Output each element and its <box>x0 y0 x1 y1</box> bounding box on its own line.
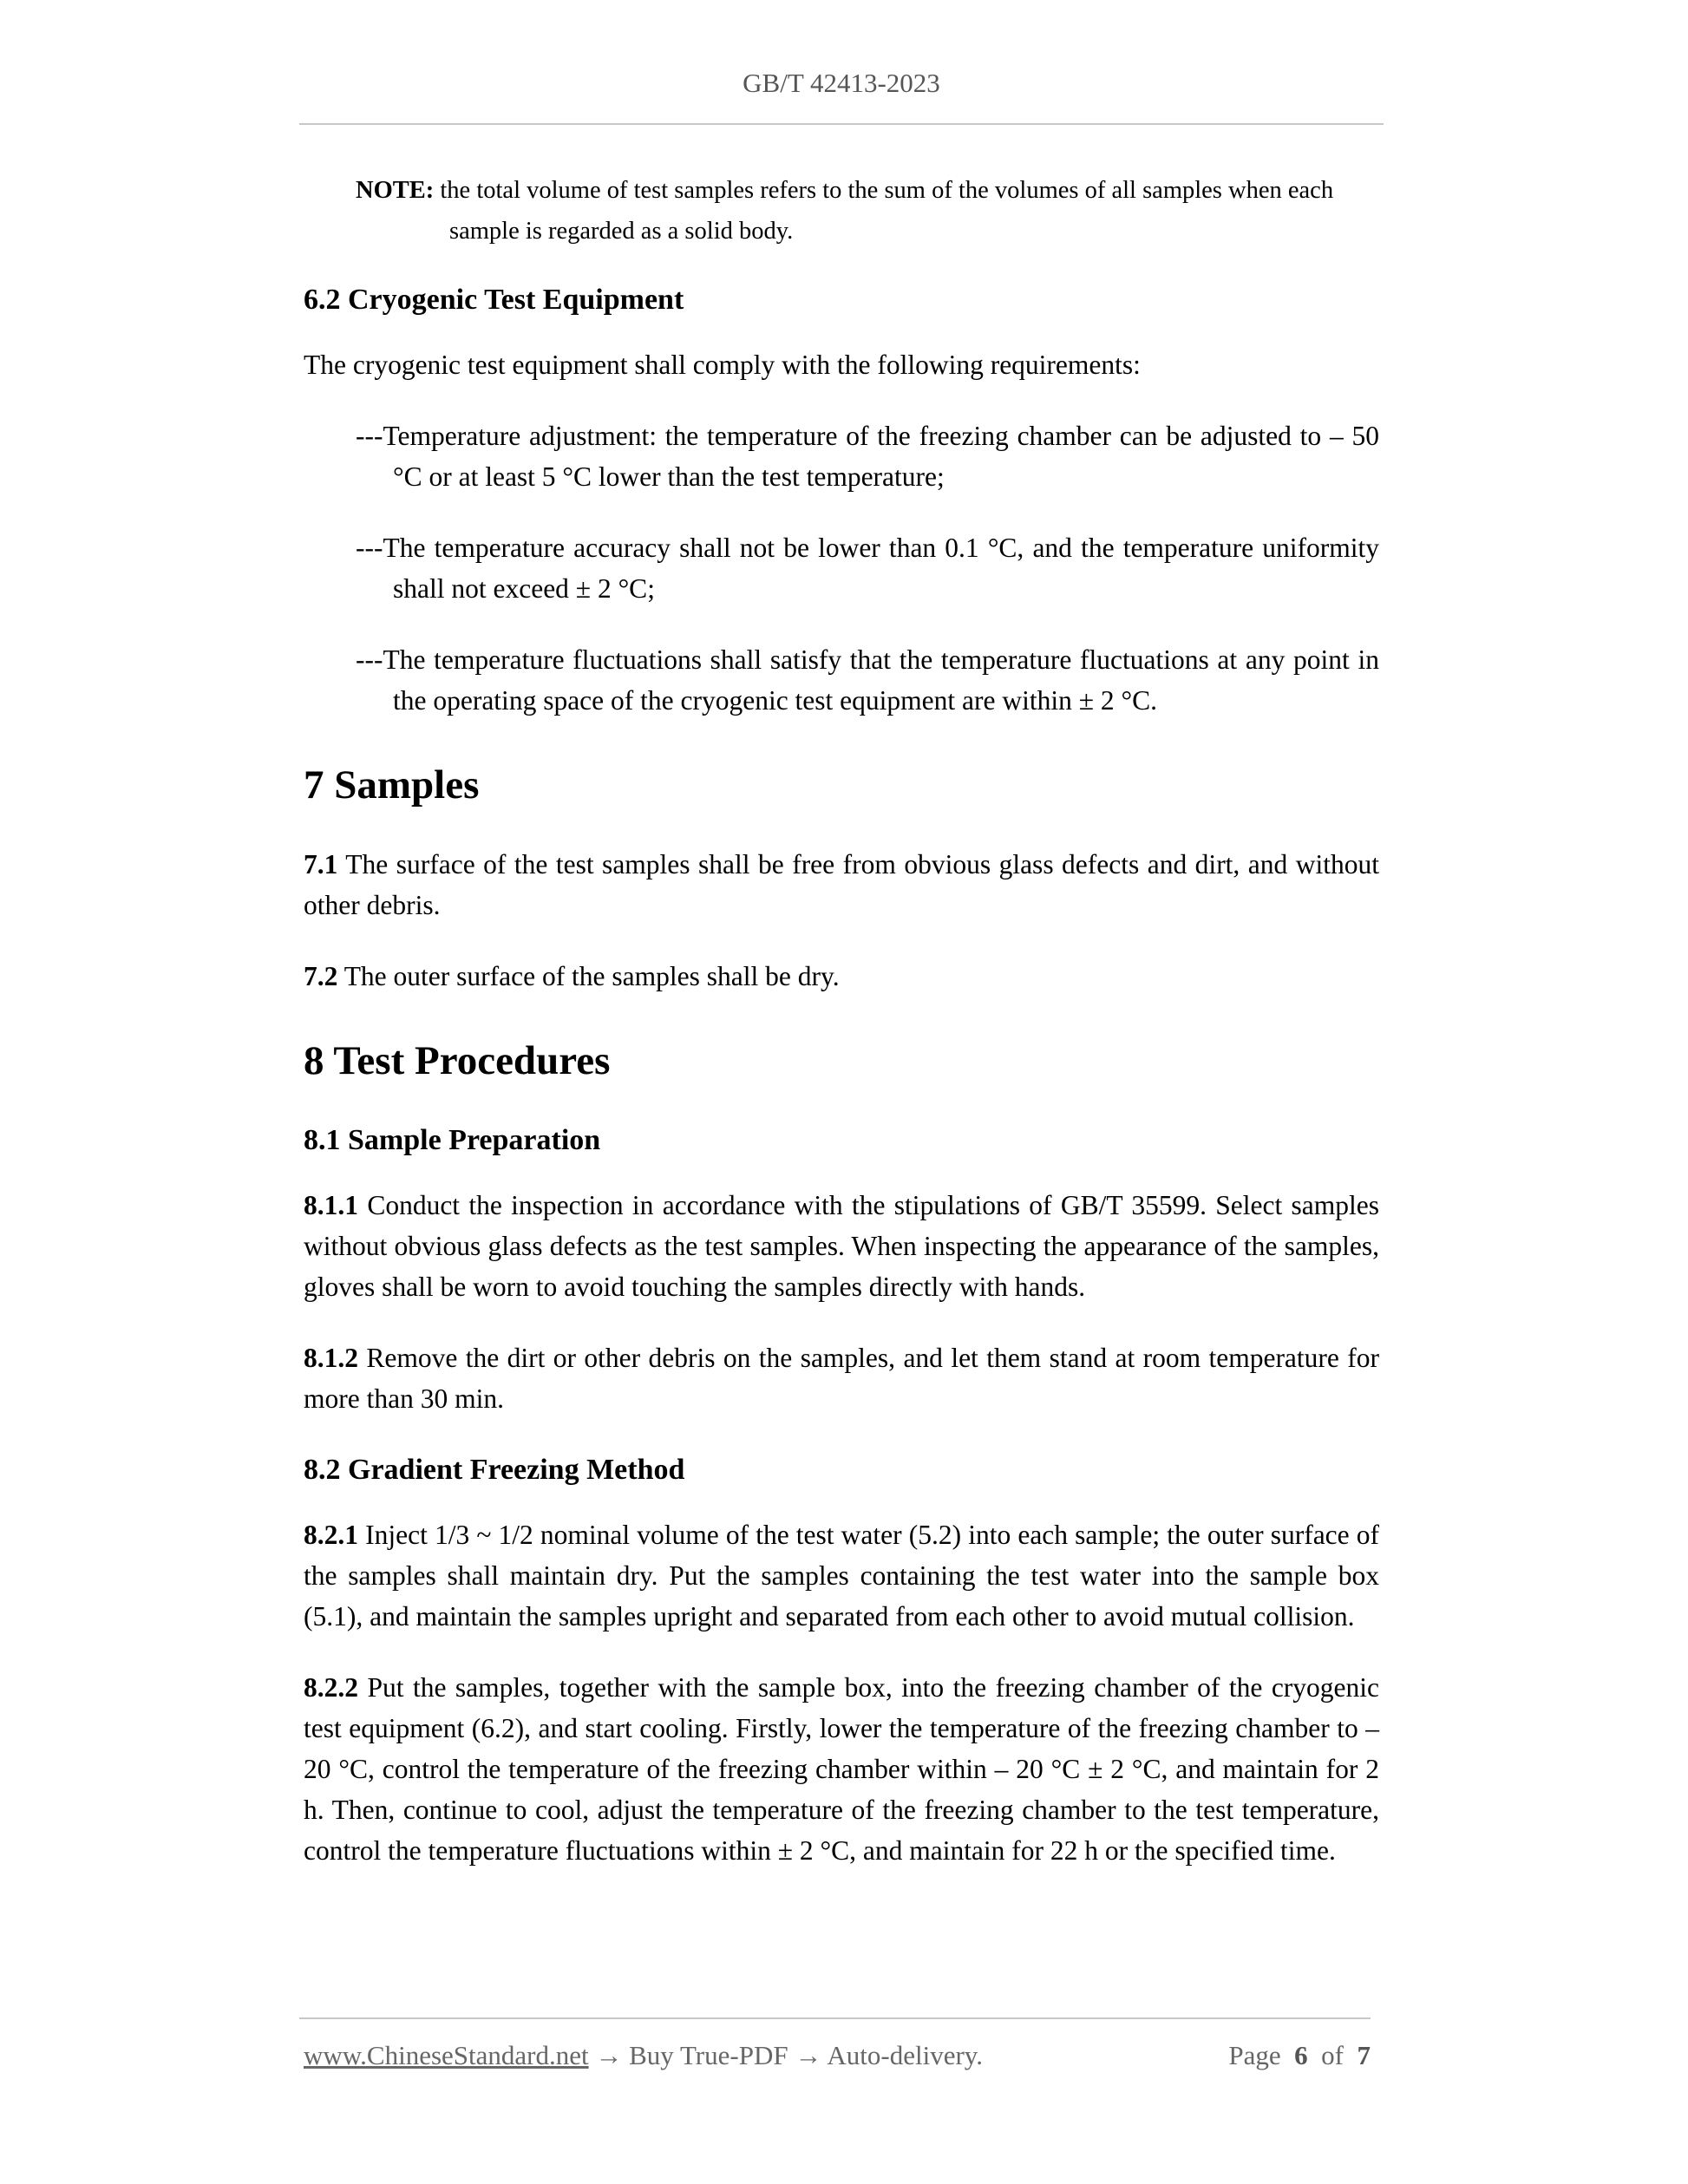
clause-text: The surface of the test samples shall be free from obvious glass defects and dirt, and without other debris. <box>304 849 1379 920</box>
note-label: NOTE: <box>356 177 435 204</box>
note-paragraph <box>356 170 1379 252</box>
clause-8-2-2 <box>304 1667 1379 1871</box>
page-header-standard-code: GB/T 42413-2023 <box>743 68 940 98</box>
arrow-right-icon: → <box>795 2040 822 2070</box>
list-item: ---The temperature fluctuations shall satisfy that the temperature fluctuations at any point in the operating space of the cryogenic test equipment are within ± 2 °C. <box>356 644 1379 716</box>
heading-6-2: 6.2 Cryogenic Test Equipment <box>304 284 684 316</box>
page-word: Page <box>1228 2040 1281 2070</box>
clause-text: Put the samples, together with the sample box, into the freezing chamber of the cryogenic test equipment (6.2), and start cooling. Firstly, lower the temperature of the freezing chamber to – 20 °C, control the temperature of the freezing chamber within – 20 °C ± 2 °C, and maintain for 2 h. Then, continue to cool, adjust the temperature of the freezing chamber to the test temperature, control the temperature fluctuations within ± 2 °C, and maintain for 22 h or the specified time. <box>304 1672 1380 1866</box>
page-number-indicator <box>1228 2040 1371 2071</box>
clause-number: 8.1.2 <box>304 1343 358 1373</box>
of-word: of <box>1321 2040 1344 2070</box>
clause-number: 8.1.1 <box>304 1190 358 1220</box>
total-page-number: 7 <box>1357 2040 1371 2070</box>
clause-text: The outer surface of the samples shall be dry. <box>343 961 840 991</box>
clause-8-1-1 <box>304 1185 1379 1307</box>
arrow-right-icon: → <box>595 2040 623 2070</box>
clause-text: Remove the dirt or other debris on the samples, and let them stand at room temperature for more than 30 min. <box>304 1343 1380 1414</box>
header-divider <box>299 123 1384 125</box>
clause-8-1-2 <box>304 1337 1379 1419</box>
page-footer <box>304 2040 1371 2071</box>
heading-8-1: 8.1 Sample Preparation <box>304 1124 601 1156</box>
clause-text: Inject 1/3 ~ 1/2 nominal volume of the test water (5.2) into each sample; the outer surface of the samples shall maintain dry. Put the samples containing the test water into the sample box (5.1), and maintain the samples upright and separated from each other to avoid mutual collision. <box>304 1520 1380 1631</box>
list-item: ---Temperature adjustment: the temperature of the freezing chamber can be adjusted to – 50 °C or at least 5 °C lower than the test temperature; <box>356 421 1379 492</box>
document-body <box>304 170 1379 1901</box>
clause-text: Conduct the inspection in accordance with the stipulations of GB/T 35599. Select samples without obvious glass defects as the test samples. When inspecting the appearance of the samples, gloves shall be worn to avoid touching the samples directly with hands. <box>304 1190 1380 1302</box>
heading-7: 7 Samples <box>304 762 480 808</box>
footer-delivery-text: Auto-delivery. <box>827 2040 984 2070</box>
clause-number: 8.2.1 <box>304 1520 358 1550</box>
list-item: ---The temperature accuracy shall not be lower than 0.1 °C, and the temperature uniformity shall not exceed ± 2 °C; <box>356 533 1379 604</box>
clause-number: 7.2 <box>304 961 338 991</box>
clause-7-2 <box>304 956 1379 997</box>
footer-divider <box>299 2017 1371 2019</box>
footer-buy-text: Buy True-PDF <box>629 2040 788 2070</box>
clause-8-2-1 <box>304 1514 1379 1637</box>
note-text: the total volume of test samples refers to the sum of the volumes of all samples when each sample is regarded as a solid body. <box>440 177 1334 245</box>
heading-8: 8 Test Procedures <box>304 1038 611 1083</box>
clause-7-1 <box>304 844 1379 925</box>
paragraph-6-2-intro: The cryogenic test equipment shall comply with the following requirements: <box>304 350 1141 380</box>
clause-number: 8.2.2 <box>304 1672 358 1703</box>
current-page-number: 6 <box>1294 2040 1308 2070</box>
heading-8-2: 8.2 Gradient Freezing Method <box>304 1454 685 1486</box>
clause-number: 7.1 <box>304 849 338 879</box>
footer-site-link[interactable]: www.ChineseStandard.net <box>304 2040 589 2070</box>
